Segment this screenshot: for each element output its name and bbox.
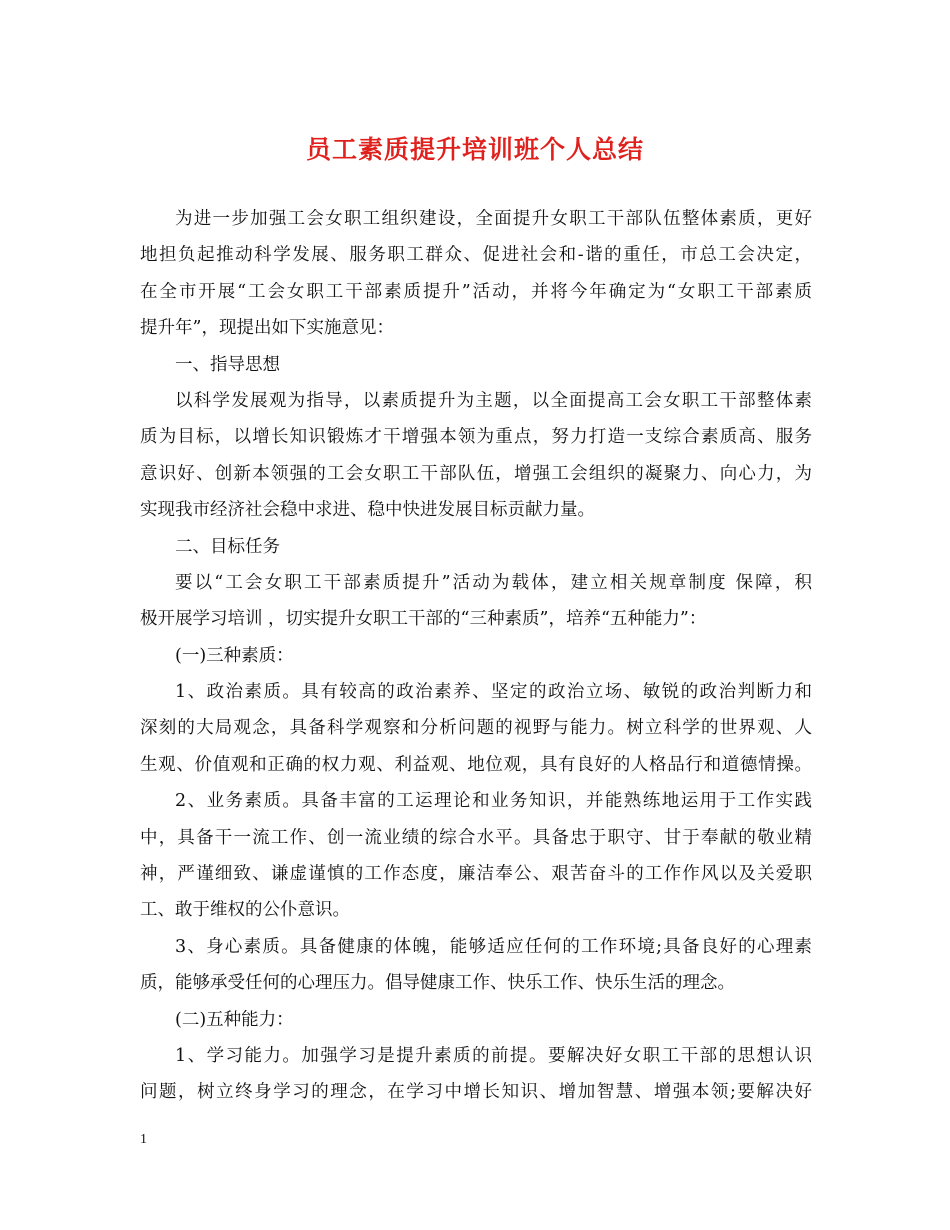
text-line: 提升年”，现提出如下实施意见： xyxy=(140,318,394,339)
text-line: 深刻的大局观念，具备科学观察和分析问题的视野与能力。树立科学的世界观、人 xyxy=(140,718,812,739)
page-number: 1 xyxy=(140,1132,147,1147)
text-line: 质为目标，以增长知识锻炼才干增强本领为重点，努力打造一支综合素质高、服务 xyxy=(140,427,812,448)
text-line: 1、政治素质。具有较高的政治素养、坚定的政治立场、敏锐的政治判断力和 xyxy=(175,682,812,703)
text-line: 极开展学习培训 ，切实提升女职工干部的“三种素质”，培养“五种能力”： xyxy=(140,609,707,630)
text-line: 一、指导思想 xyxy=(175,354,280,375)
text-line: (二)五种能力： xyxy=(175,1009,294,1030)
text-line: 2、业务素质。具备丰富的工运理论和业务知识，并能熟练地运用于工作实践 xyxy=(175,791,812,812)
text-line: 神，严谨细致、谦虚谨慎的工作态度，廉洁奉公、艰苦奋斗的工作作风以及关爱职 xyxy=(140,864,812,885)
text-line: 为进一步加强工会女职工组织建设，全面提升女职工干部队伍整体素质，更好 xyxy=(175,209,812,229)
document-title: 员工素质提升培训班个人总结 xyxy=(305,135,644,164)
text-line: 在全市开展“工会女职工干部素质提升”活动，并将今年确定为“女职工干部素质 xyxy=(140,281,812,302)
text-line: 要以“工会女职工干部素质提升”活动为载体，建立相关规章制度 保障，积 xyxy=(175,572,812,593)
text-line: (一)三种素质： xyxy=(175,645,294,666)
text-line: 意识好、创新本领强的工会女职工干部队伍，增强工会组织的凝聚力、向心力，为 xyxy=(140,463,812,484)
text-line: 以科学发展观为指导，以素质提升为主题，以全面提高工会女职工干部整体素 xyxy=(175,390,812,411)
document-body xyxy=(140,201,812,1111)
text-line: 二、目标任务 xyxy=(175,536,280,557)
text-line: 3、身心素质。具备健康的体魄，能够适应任何的工作环境;具备良好的心理素 xyxy=(175,936,812,957)
text-line: 1、学习能力。加强学习是提升素质的前提。要解决好女职工干部的思想认识 xyxy=(175,1045,812,1066)
text-line: 工、敢于维权的公仆意识。 xyxy=(140,900,350,921)
text-line: 质，能够承受任何的心理压力。倡导健康工作、快乐工作、快乐生活的理念。 xyxy=(140,973,735,994)
text-line: 问题，树立终身学习的理念，在学习中增长知识、增加智慧、增强本领;要解决好 xyxy=(140,1082,812,1103)
text-line: 地担负起推动科学发展、服务职工群众、促进社会和-谐的重任，市总工会决定， xyxy=(140,245,812,266)
text-line: 生观、价值观和正确的权力观、利益观、地位观，具有良好的人格品行和道德情操。 xyxy=(140,754,812,775)
text-line: 实现我市经济社会稳中求进、稳中快进发展目标贡献力量。 xyxy=(140,500,595,521)
text-line: 中，具备干一流工作、创一流业绩的综合水平。具备忠于职守、甘于奉献的敬业精 xyxy=(140,827,812,848)
